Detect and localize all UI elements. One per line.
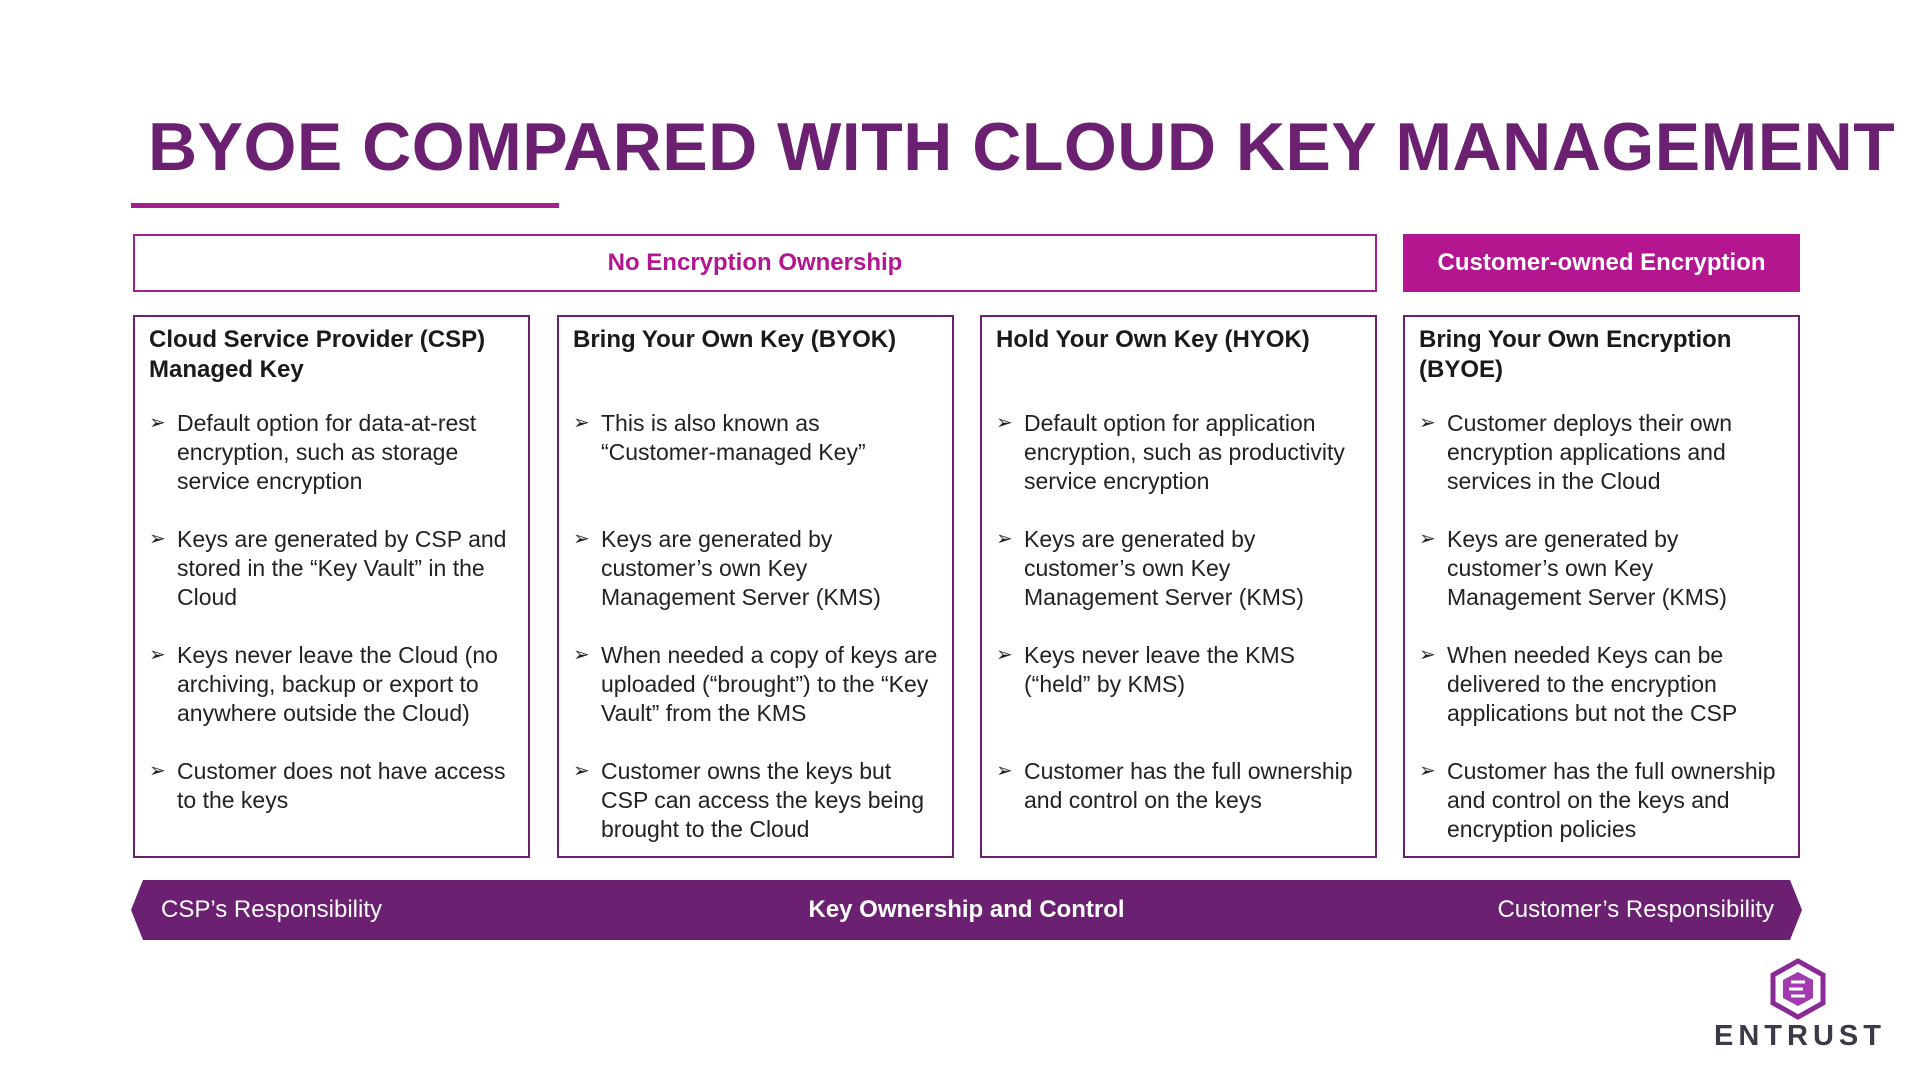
list-item bbox=[996, 409, 1361, 525]
card-heading: Cloud Service Provider (CSP) Managed Key bbox=[149, 326, 486, 383]
list-item bbox=[149, 757, 514, 873]
bullet-arrow-icon: ➢ bbox=[996, 760, 1013, 782]
list-item bbox=[149, 641, 514, 757]
list-item bbox=[149, 409, 514, 525]
key-ownership-label: Key Ownership and Control bbox=[808, 896, 1125, 923]
bullet-text: Keys never leave the Cloud (no archiving, backup or export to anywhere outside the Cloud) bbox=[177, 642, 498, 726]
list-item bbox=[1419, 525, 1784, 641]
list-item bbox=[573, 641, 938, 757]
bullet-text: Keys never leave the KMS (“held” by KMS) bbox=[1024, 642, 1296, 697]
bullet-list bbox=[149, 409, 514, 873]
bullet-arrow-icon: ➢ bbox=[573, 412, 590, 434]
list-item bbox=[149, 525, 514, 641]
bullet-arrow-icon: ➢ bbox=[149, 644, 166, 666]
bullet-list bbox=[573, 409, 938, 873]
card-byoe bbox=[1403, 315, 1800, 858]
bullet-arrow-icon: ➢ bbox=[1419, 644, 1436, 666]
list-item bbox=[996, 757, 1361, 873]
customer-responsibility-label: Customer’s Responsibility bbox=[1497, 896, 1774, 923]
bullet-text: Customer deploys their own encryption applications and services in the Cloud bbox=[1447, 410, 1733, 494]
bullet-text: Default option for application encryption, such as productivity service encryption bbox=[1024, 410, 1345, 494]
entrust-hexagon-icon bbox=[1768, 958, 1828, 1020]
list-item bbox=[1419, 409, 1784, 525]
list-item bbox=[573, 409, 938, 525]
bullet-arrow-icon: ➢ bbox=[573, 760, 590, 782]
title-underline bbox=[131, 203, 559, 208]
list-item bbox=[1419, 757, 1784, 873]
list-item bbox=[573, 525, 938, 641]
bullet-text: This is also known as “Customer-managed Key” bbox=[601, 410, 866, 465]
responsibility-arrow-bar bbox=[131, 880, 1802, 940]
card-heading: Bring Your Own Key (BYOK) bbox=[573, 326, 897, 353]
bullet-text: When needed a copy of keys are uploaded (“brought”) to the “Key Vault” from the KMS bbox=[601, 642, 938, 726]
csp-responsibility-label: CSP’s Responsibility bbox=[161, 896, 382, 923]
bullet-text: Customer does not have access to the keys bbox=[177, 758, 506, 813]
bullet-text: Customer has the full ownership and control on the keys and encryption policies bbox=[1447, 758, 1776, 842]
card-hyok bbox=[980, 315, 1377, 858]
bullet-arrow-icon: ➢ bbox=[1419, 528, 1436, 550]
bullet-text: Keys are generated by customer’s own Key Management Server (KMS) bbox=[1024, 526, 1304, 610]
bullet-text: When needed Keys can be delivered to the encryption applications but not the CSP bbox=[1447, 642, 1738, 726]
bullet-arrow-icon: ➢ bbox=[996, 528, 1013, 550]
bullet-arrow-icon: ➢ bbox=[573, 528, 590, 550]
bullet-text: Keys are generated by CSP and stored in the “Key Vault” in the Cloud bbox=[177, 526, 507, 610]
card-heading: Bring Your Own Encryption (BYOE) bbox=[1419, 326, 1732, 383]
bullet-arrow-icon: ➢ bbox=[996, 644, 1013, 666]
banner-customer-owned-encryption: Customer-owned Encryption bbox=[1403, 234, 1800, 292]
bullet-text: Keys are generated by customer’s own Key Management Server (KMS) bbox=[1447, 526, 1727, 610]
bullet-arrow-icon: ➢ bbox=[1419, 412, 1436, 434]
bullet-list bbox=[1419, 409, 1784, 873]
card-csp-managed-key bbox=[133, 315, 530, 858]
bullet-arrow-icon: ➢ bbox=[149, 760, 166, 782]
bullet-arrow-icon: ➢ bbox=[996, 412, 1013, 434]
slide-title: BYOE COMPARED WITH CLOUD KEY MANAGEMENT bbox=[148, 109, 1896, 185]
bullet-arrow-icon: ➢ bbox=[1419, 760, 1436, 782]
bullet-arrow-icon: ➢ bbox=[149, 528, 166, 550]
list-item bbox=[996, 641, 1361, 757]
bullet-text: Customer owns the keys but CSP can access the keys being brought to the Cloud bbox=[601, 758, 925, 842]
bullet-text: Customer has the full ownership and control on the keys bbox=[1024, 758, 1353, 813]
card-heading: Hold Your Own Key (HYOK) bbox=[996, 326, 1310, 353]
entrust-logo bbox=[1700, 958, 1900, 1058]
list-item bbox=[573, 757, 938, 873]
bullet-list bbox=[996, 409, 1361, 873]
entrust-wordmark: ENTRUST bbox=[1714, 1020, 1886, 1052]
bullet-arrow-icon: ➢ bbox=[149, 412, 166, 434]
bullet-text: Keys are generated by customer’s own Key Management Server (KMS) bbox=[601, 526, 881, 610]
list-item bbox=[996, 525, 1361, 641]
card-byok bbox=[557, 315, 954, 858]
bullet-arrow-icon: ➢ bbox=[573, 644, 590, 666]
list-item bbox=[1419, 641, 1784, 757]
banner-no-encryption-ownership: No Encryption Ownership bbox=[133, 234, 1377, 292]
bullet-text: Default option for data-at-rest encryption, such as storage service encryption bbox=[177, 410, 477, 494]
